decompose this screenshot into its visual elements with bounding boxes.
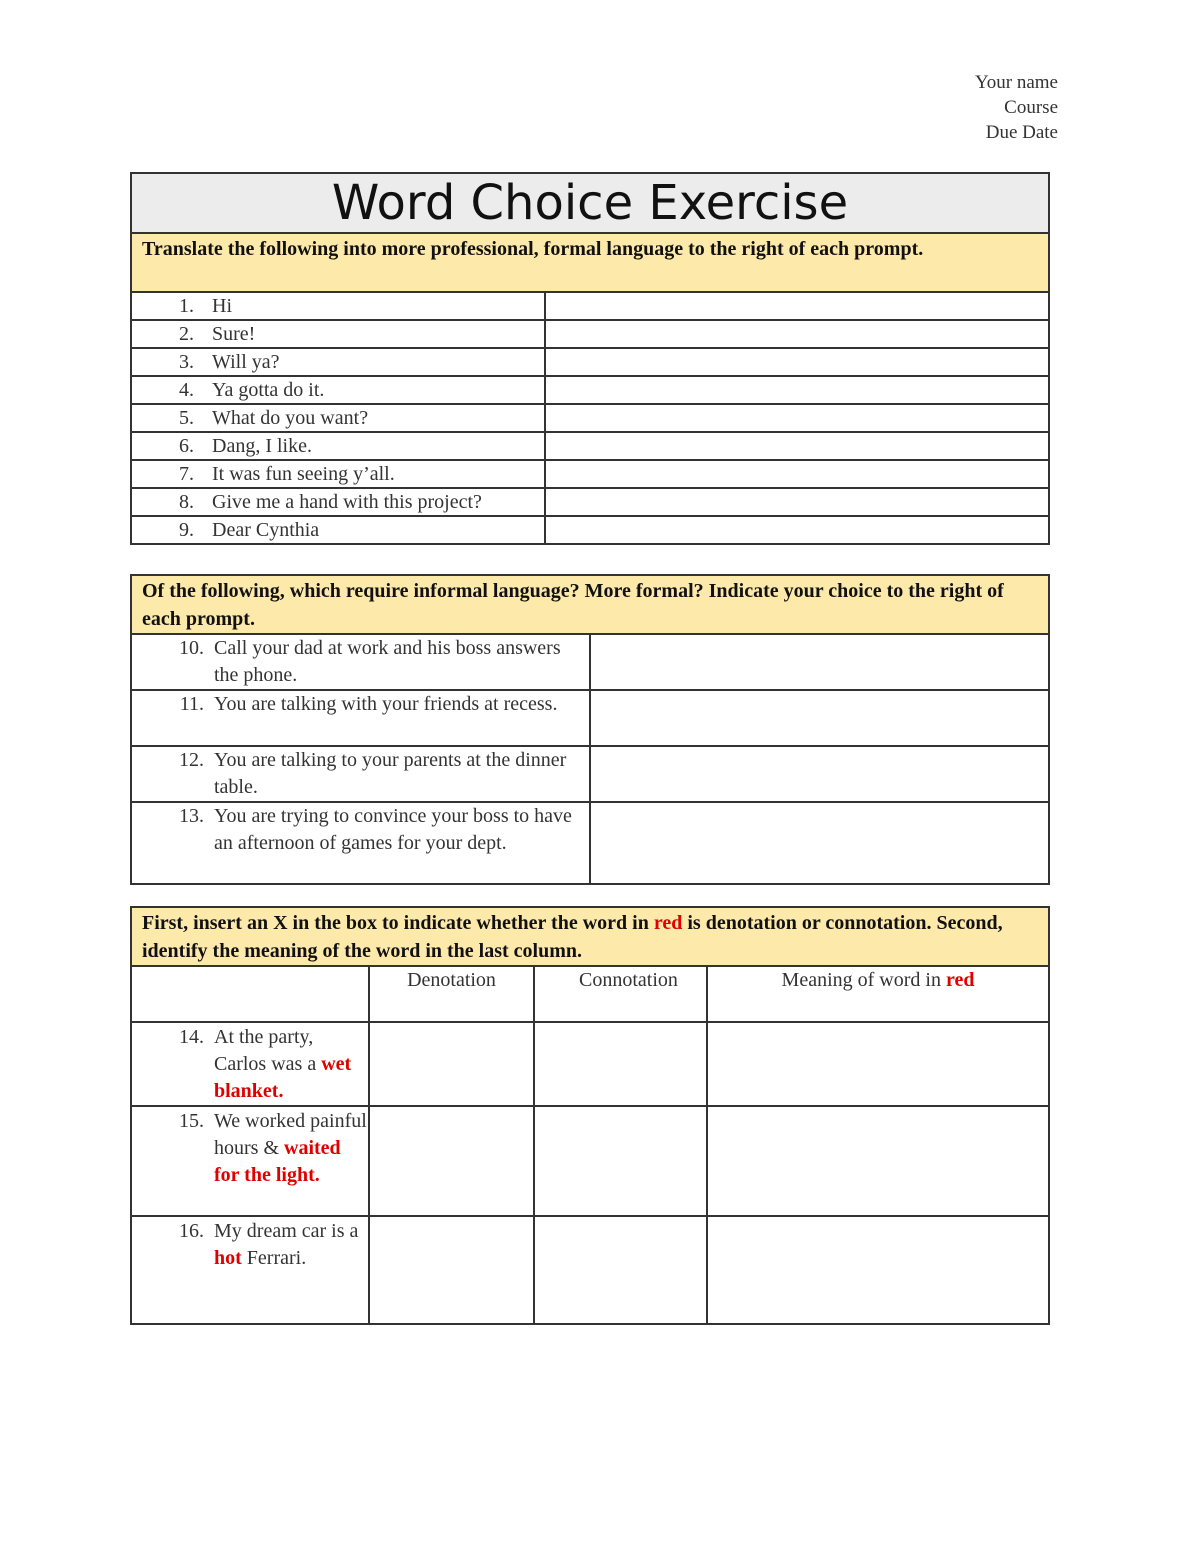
connotation-check-cell[interactable]	[534, 1106, 707, 1216]
student-name: Your name	[974, 72, 1058, 93]
prompt-row: 14. At the party, Carlos was a wet blanket.	[131, 1022, 369, 1106]
section2-instruction: Of the following, which require informal language? More formal? Indicate your choice to the right of each prompt.	[131, 575, 1049, 634]
prompt-row: 9. Dear Cynthia	[131, 516, 545, 544]
answer-cell[interactable]	[545, 460, 1049, 488]
prompt-row: 16. My dream car is a hot Ferrari.	[131, 1216, 369, 1324]
translation-table	[130, 172, 1050, 545]
prompt-row: 12. You are talking to your parents at the dinner table.	[131, 746, 590, 802]
connotation-check-cell[interactable]	[534, 1022, 707, 1106]
page-title: Word Choice Exercise	[131, 173, 1049, 233]
prompt-row: 1. Hi	[131, 292, 545, 320]
answer-cell[interactable]	[590, 690, 1049, 746]
header-blank-cell	[131, 966, 369, 1022]
prompt-row: 5. What do you want?	[131, 404, 545, 432]
answer-cell[interactable]	[590, 802, 1049, 884]
answer-cell[interactable]	[545, 488, 1049, 516]
denotation-check-cell[interactable]	[369, 1106, 534, 1216]
col-denotation: Denotation	[369, 966, 534, 1022]
denotation-table	[130, 906, 1050, 1325]
prompt-row: 13. You are trying to convince your boss to have an afternoon of games for your dept.	[131, 802, 590, 884]
prompt-row: 10. Call your dad at work and his boss answers the phone.	[131, 634, 590, 690]
answer-cell[interactable]	[545, 432, 1049, 460]
prompt-row: 3. Will ya?	[131, 348, 545, 376]
header-block	[975, 70, 1058, 145]
prompt-row: 8. Give me a hand with this project?	[131, 488, 545, 516]
meaning-cell[interactable]	[707, 1216, 1049, 1324]
col-meaning: Meaning of word in red	[707, 966, 1049, 1022]
prompt-row: 4. Ya gotta do it.	[131, 376, 545, 404]
denotation-check-cell[interactable]	[369, 1216, 534, 1324]
answer-cell[interactable]	[545, 292, 1049, 320]
answer-cell[interactable]	[545, 404, 1049, 432]
due-date: Due Date	[985, 122, 1058, 143]
meaning-cell[interactable]	[707, 1022, 1049, 1106]
meaning-cell[interactable]	[707, 1106, 1049, 1216]
prompt-row: 6. Dang, I like.	[131, 432, 545, 460]
denotation-check-cell[interactable]	[369, 1022, 534, 1106]
prompt-row: 2. Sure!	[131, 320, 545, 348]
answer-cell[interactable]	[545, 376, 1049, 404]
answer-cell[interactable]	[545, 320, 1049, 348]
answer-cell[interactable]	[590, 746, 1049, 802]
prompt-row: 15. We worked painful hours & waited for the light.	[131, 1106, 369, 1216]
course-name: Course	[1004, 97, 1058, 118]
section1-instruction: Translate the following into more professional, formal language to the right of each prompt.	[131, 233, 1049, 292]
section3-instruction: First, insert an X in the box to indicate whether the word in red is denotation or connotation. Second, identify the meaning of the word in the last column.	[131, 907, 1049, 966]
formality-table	[130, 574, 1050, 885]
answer-cell[interactable]	[545, 348, 1049, 376]
prompt-row: 7. It was fun seeing y’all.	[131, 460, 545, 488]
connotation-check-cell[interactable]	[534, 1216, 707, 1324]
answer-cell[interactable]	[590, 634, 1049, 690]
answer-cell[interactable]	[545, 516, 1049, 544]
prompt-row: 11. You are talking with your friends at recess.	[131, 690, 590, 746]
col-connotation: Connotation	[534, 966, 707, 1022]
